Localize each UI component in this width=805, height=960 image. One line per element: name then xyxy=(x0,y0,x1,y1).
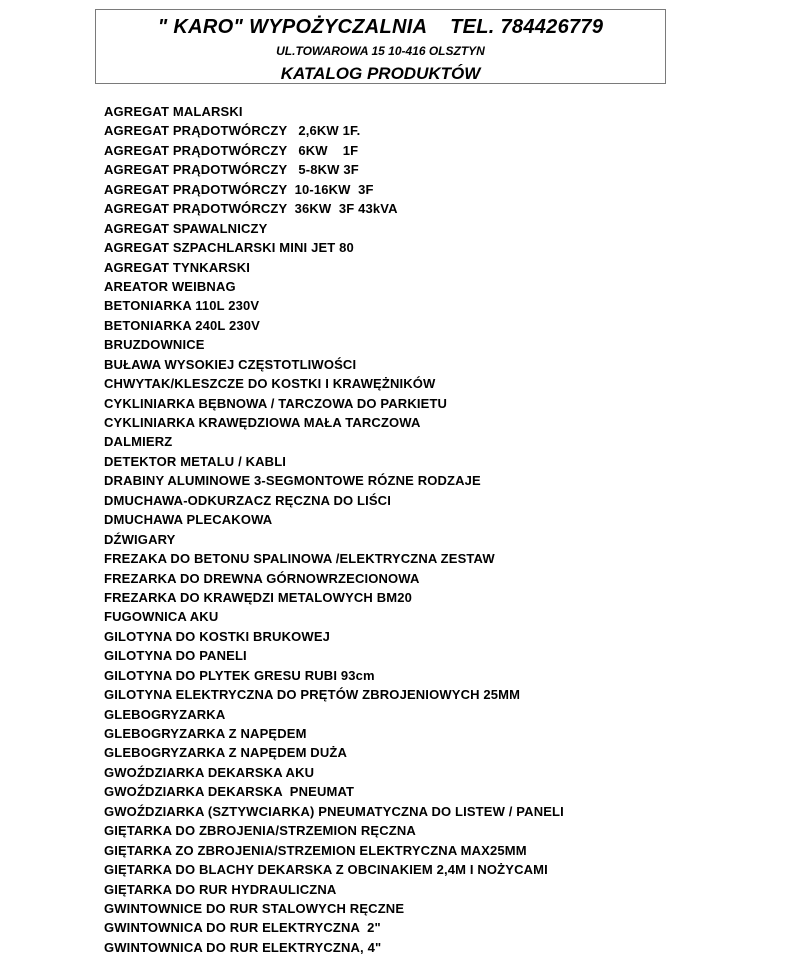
product-item: BETONIARKA 240L 230V xyxy=(104,317,260,333)
product-item: AREATOR WEIBNAG xyxy=(104,278,236,294)
product-item: GILOTYNA DO PLYTEK GRESU RUBI 93cm xyxy=(104,667,375,683)
product-item: BUŁAWA WYSOKIEJ CZĘSTOTLIWOŚCI xyxy=(104,356,357,372)
product-item: DRABINY ALUMINOWE 3-SEGMONTOWE RÓZNE RODZAJE xyxy=(104,473,481,489)
product-item: AGREGAT PRĄDOTWÓRCZY 6KW 1F xyxy=(104,142,359,158)
product-item: GWOŹDZIARKA (SZTYWCIARKA) PNEUMATYCZNA DO LISTEW / PANELI xyxy=(104,803,564,819)
product-item: FUGOWNICA AKU xyxy=(104,609,219,625)
product-item: GWINTOWNICA DO RUR ELEKTRYCZNA, 4" xyxy=(104,939,382,955)
product-item: AGREGAT PRĄDOTWÓRCZY 2,6KW 1F. xyxy=(104,123,361,139)
product-item: AGREGAT MALARSKI xyxy=(104,104,243,119)
company-title: " KARO" WYPOŻYCZALNIA TEL. 784426779 xyxy=(157,16,604,38)
product-item: GILOTYNA DO PANELI xyxy=(104,648,247,664)
product-item: GIĘTARKA DO ZBROJENIA/STRZEMION RĘCZNA xyxy=(104,823,416,839)
product-item: GIĘTARKA ZO ZBROJENIA/STRZEMION ELEKTRYCZNA MAX25MM xyxy=(104,842,527,858)
company-address: UL.TOWAROWA 15 10-416 OLSZTYN xyxy=(276,44,485,58)
product-item: GWINTOWNICA DO RUR ELEKTRYCZNA 2" xyxy=(104,920,381,936)
product-item: GLEBOGRYZARKA xyxy=(104,706,226,722)
product-item: GIĘTARKA DO BLACHY DEKARSKA Z OBCINAKIEM 2,4M I NOŻYCAMI xyxy=(104,862,548,878)
product-item: FREZARKA DO KRAWĘDZI METALOWYCH BM20 xyxy=(104,589,412,605)
product-item: GIĘTARKA DO RUR HYDRAULICZNA xyxy=(104,881,337,897)
product-item: DMUCHAWA-ODKURZACZ RĘCZNA DO LIŚCI xyxy=(104,492,391,508)
product-item: AGREGAT SZPACHLARSKI MINI JET 80 xyxy=(104,240,354,256)
product-item: CHWYTAK/KLESZCZE DO KOSTKI I KRAWĘŻNIKÓW xyxy=(104,376,436,392)
product-item: AGREGAT PRĄDOTWÓRCZY 5-8KW 3F xyxy=(104,162,359,178)
product-item: DŹWIGARY xyxy=(104,531,176,547)
product-item: FREZARKA DO DREWNA GÓRNOWRZECIONOWA xyxy=(104,570,420,586)
product-item: FREZAKA DO BETONU SPALINOWA /ELEKTRYCZNA ZESTAW xyxy=(104,551,495,567)
catalog-header xyxy=(95,9,666,84)
product-item: CYKLINIARKA KRAWĘDZIOWA MAŁA TARCZOWA xyxy=(104,415,421,430)
catalog-title: KATALOG PRODUKTÓW xyxy=(280,64,481,83)
product-item: GILOTYNA ELEKTRYCZNA DO PRĘTÓW ZBROJENIOWYCH 25MM xyxy=(104,687,521,703)
product-item: AGREGAT SPAWALNICZY xyxy=(104,220,268,236)
product-item: GWINTOWNICE DO RUR STALOWYCH RĘCZNE xyxy=(104,900,405,916)
product-item: DETEKTOR METALU / KABLI xyxy=(104,453,287,469)
product-item: GWOŹDZIARKA DEKARSKA PNEUMAT xyxy=(104,784,355,800)
product-item: GLEBOGRYZARKA Z NAPĘDEM xyxy=(104,726,307,741)
product-item: AGREGAT PRĄDOTWÓRCZY 36KW 3F 43kVA xyxy=(104,201,398,217)
product-item: BRUZDOWNICE xyxy=(104,337,205,353)
product-item: DALMIERZ xyxy=(104,434,173,450)
product-item: BETONIARKA 110L 230V xyxy=(104,298,260,314)
product-item: GLEBOGRYZARKA Z NAPĘDEM DUŻA xyxy=(104,745,348,761)
product-list xyxy=(104,102,564,957)
product-item: AGREGAT PRĄDOTWÓRCZY 10-16KW 3F xyxy=(104,181,374,197)
product-item: GILOTYNA DO KOSTKI BRUKOWEJ xyxy=(104,628,331,644)
product-item: GWOŹDZIARKA DEKARSKA AKU xyxy=(104,764,315,780)
product-item: DMUCHAWA PLECAKOWA xyxy=(104,512,273,528)
product-item: AGREGAT TYNKARSKI xyxy=(104,259,251,275)
product-item: CYKLINIARKA BĘBNOWA / TARCZOWA DO PARKIETU xyxy=(104,395,448,411)
